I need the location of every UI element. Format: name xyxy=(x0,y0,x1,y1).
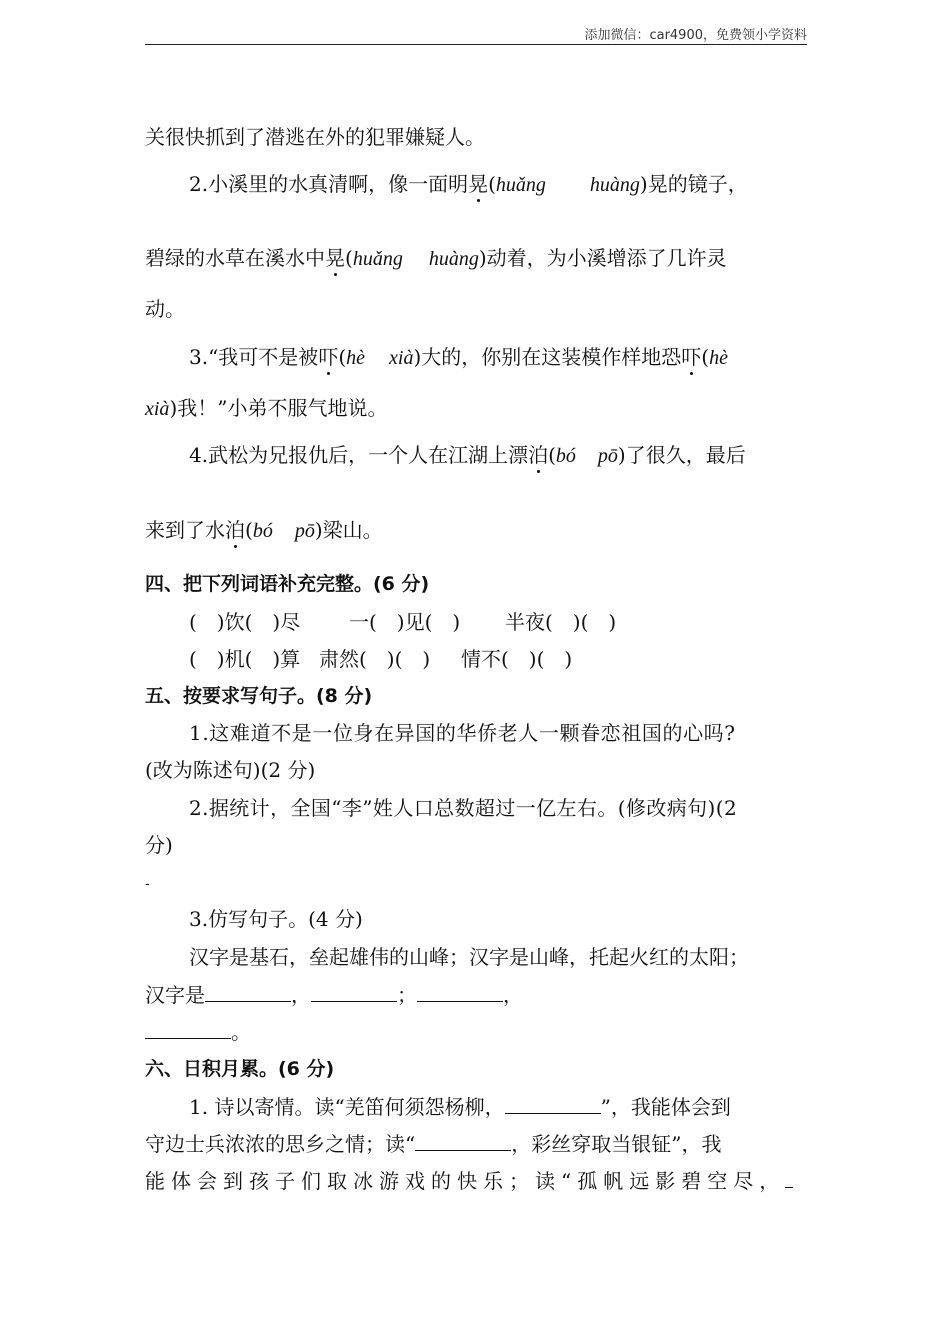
item3-line2: xià)我！”小弟不服气地说。 xyxy=(145,396,388,420)
item2-line2: 碧绿的水草在溪水中晃(huǎng huàng)动着，为小溪增添了几许灵 xyxy=(145,246,727,270)
section5-q3-fill-line: 汉字是 ， ； ， xyxy=(145,983,523,1007)
section6-q1-line1: 1. 诗以寄情。读“羌笛何须怨杨柳， ”，我能体会到 xyxy=(189,1095,731,1119)
section5-title: 五、按要求写句子。(8 分) xyxy=(145,685,373,707)
answer-dash: - xyxy=(145,876,150,892)
answer-blank[interactable] xyxy=(145,1018,231,1039)
section4-word-6: 情不( )( ) xyxy=(461,647,573,671)
section4-title: 四、把下列词语补充完整。(6 分) xyxy=(145,573,430,595)
section4-word-3: 半夜( )( ) xyxy=(505,610,617,634)
answer-blank[interactable] xyxy=(505,1093,601,1114)
section5-q2: 2.据统计，全国“李”姓人口总数超过一亿左右。(修改病句)(2 xyxy=(189,796,738,820)
section4-word-2: 一( )见( ) xyxy=(349,610,461,634)
section5-q3-model: 汉字是基石，垒起雄伟的山峰；汉字是山峰，托起火红的太阳； xyxy=(189,945,749,969)
section4-word-5: 肃然( )( ) xyxy=(319,647,431,671)
answer-blank[interactable] xyxy=(415,1130,511,1151)
section6-q1-line2: 守边士兵浓浓的思乡之情；读“ ，彩丝穿取当银钲”，我 xyxy=(145,1132,722,1156)
answer-blank[interactable] xyxy=(417,981,503,1002)
section5-q1: 1.这难道不是一位身在异国的华侨老人一颗眷恋祖国的心吗? xyxy=(189,721,736,745)
item2-line3: 动。 xyxy=(145,297,185,321)
header-divider xyxy=(145,44,807,45)
item4-line2: 来到了水泊(bó pō)梁山。 xyxy=(145,518,383,542)
section6-q1-line3: 能体会到孩子们取冰游戏的快乐；读“孤帆远影碧空尽， xyxy=(145,1167,793,1195)
header-watermark: 添加微信：car4900，免费领小学资料 xyxy=(584,28,807,43)
section4-word-1: ( )饮( )尽 xyxy=(189,610,301,634)
section5-q3: 3.仿写句子。(4 分) xyxy=(189,907,363,931)
answer-blank[interactable] xyxy=(785,1167,793,1188)
section5-q2-note: 分) xyxy=(145,833,173,857)
item4-line1: 4.武松为兄报仇后，一个人在江湖上漂泊(bó pō)了很久，最后 xyxy=(189,443,746,467)
item3-line1: 3.“我可不是被吓(hè xià)大的，你别在这装模作样地恐吓(hè xyxy=(189,345,728,369)
section6-title: 六、日积月累。(6 分) xyxy=(145,1058,335,1080)
answer-blank[interactable] xyxy=(311,981,397,1002)
section4-word-4: ( )机( )算 xyxy=(189,647,301,671)
section3-continuation: 关很快抓到了潜逃在外的犯罪嫌疑人。 xyxy=(145,125,485,149)
section5-q3-fill-line2: 。 xyxy=(145,1018,251,1046)
section5-q1-note: (改为陈述句)(2 分) xyxy=(145,758,316,782)
item2-line1: 2.小溪里的水真清啊，像一面明晃(huǎng huàng)晃的镜子， xyxy=(189,172,748,196)
answer-blank[interactable] xyxy=(205,981,291,1002)
